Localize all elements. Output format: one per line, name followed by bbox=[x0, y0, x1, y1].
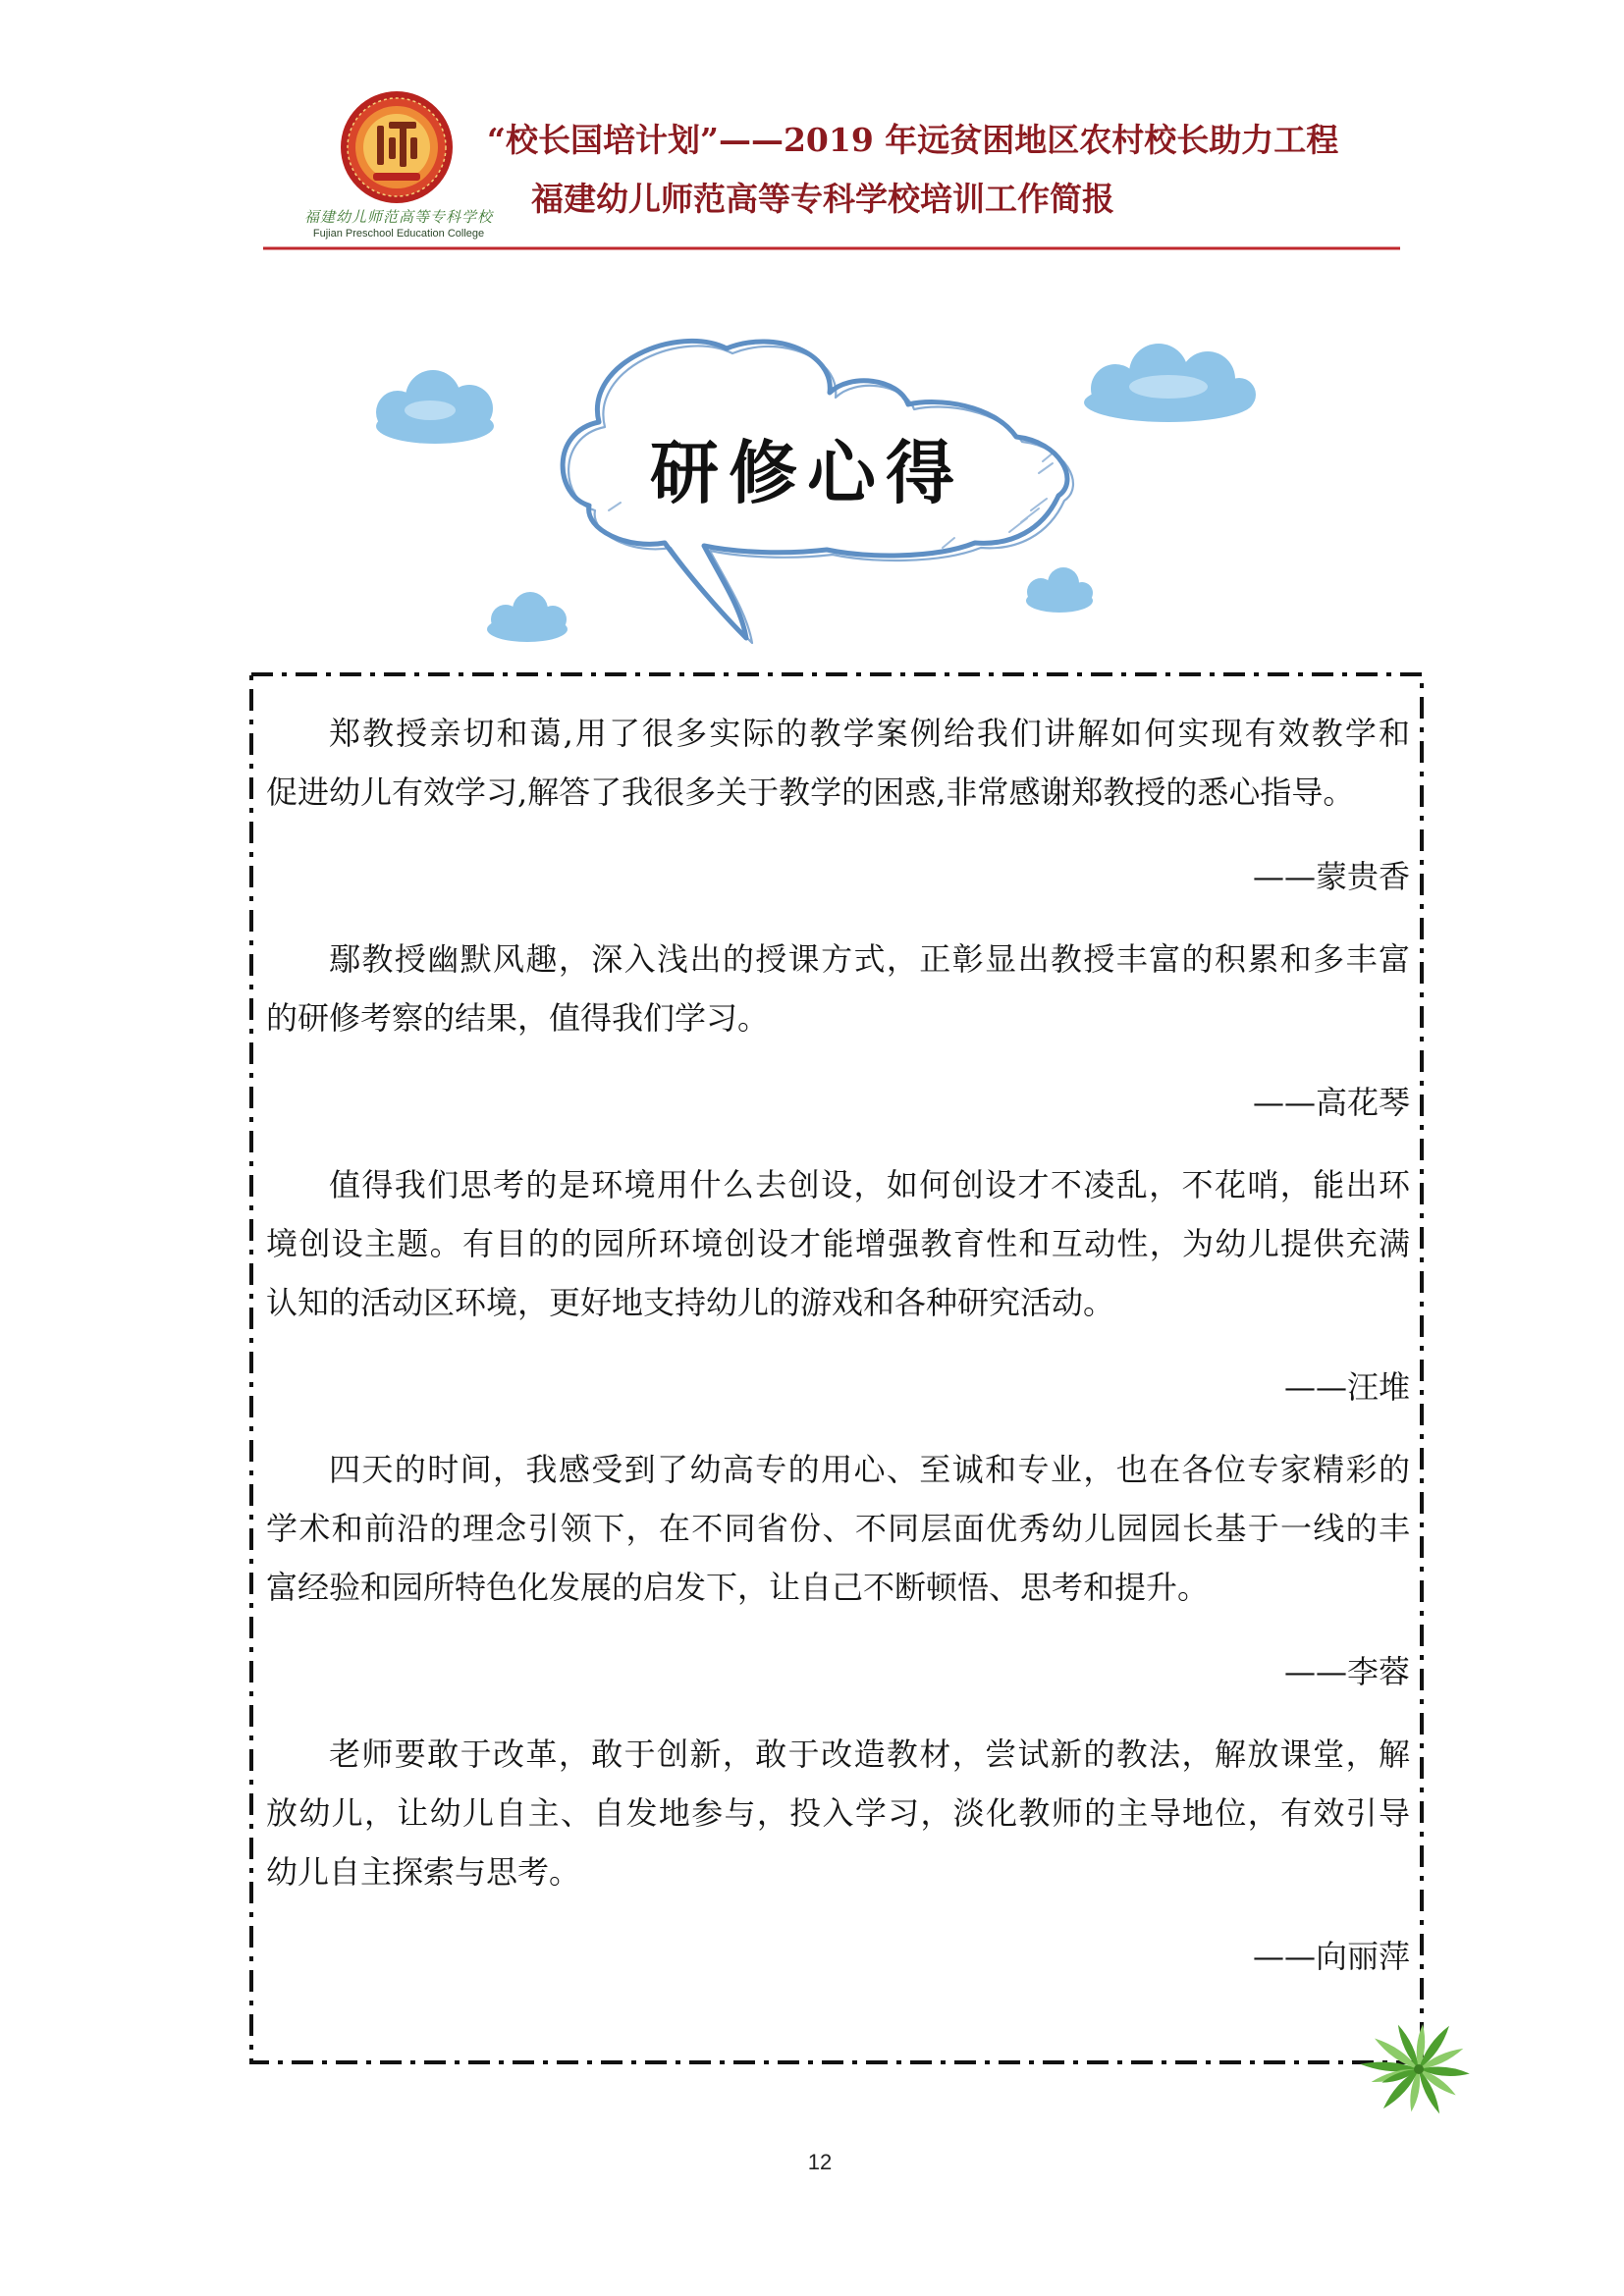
reflection-entry bbox=[266, 1155, 1410, 1416]
paragraph-line: 值得我们思考的是环境用什么去创设，如何创设才不凌乱，不花哨，能出环 bbox=[329, 1166, 1410, 1203]
paragraph-line: 郑教授亲切和蔼,用了很多实际的教学案例给我们讲解如何实现有效教学和 bbox=[329, 715, 1410, 752]
cloud-icon-small-right bbox=[1026, 567, 1093, 613]
author-signature: ——蒙贵香 bbox=[1252, 858, 1410, 895]
paragraph-line: 认知的活动区环境，更好地支持幼儿的游戏和各种研究活动。 bbox=[266, 1284, 1115, 1321]
plant-icon bbox=[1360, 2023, 1470, 2115]
paragraph-line: 鄢教授幽默风趣，深入浅出的授课方式，正彰显出教授丰富的积累和多丰富 bbox=[329, 940, 1410, 978]
cloud-icon-right bbox=[1084, 344, 1256, 422]
author-signature: ——高花琴 bbox=[1252, 1084, 1410, 1121]
paragraph-line: 老师要敢于改革，敢于创新，敢于改造教材，尝试新的教法，解放课堂，解 bbox=[329, 1735, 1410, 1773]
paragraph-line: 放幼儿，让幼儿自主、自发地参与，投入学习，淡化教师的主导地位，有效引导 bbox=[266, 1794, 1410, 1832]
section-title: 研修心得 bbox=[650, 432, 964, 513]
cloud-icon-small-left bbox=[487, 592, 568, 642]
paragraph-line: 富经验和园所特色化发展的启发下，让自己不断顿悟、思考和提升。 bbox=[266, 1569, 1210, 1606]
paragraph-line: 的研修考察的结果，值得我们学习。 bbox=[266, 999, 770, 1037]
school-logo-icon bbox=[341, 91, 453, 203]
header-subtitle: 福建幼儿师范高等专科学校培训工作简报 bbox=[531, 180, 1114, 218]
paragraph-line: 幼儿自主探索与思考。 bbox=[266, 1853, 581, 1891]
paragraph-line: 境创设主题。有目的的园所环境创设才能增强教育性和互动性，为幼儿提供充满 bbox=[266, 1225, 1410, 1262]
logo-calligraphy-text: 福建幼儿师范高等专科学校 bbox=[303, 208, 493, 226]
paragraph-line: 学术和前沿的理念引领下，在不同省份、不同层面优秀幼儿园园长基于一线的丰 bbox=[266, 1510, 1410, 1547]
page-number: 12 bbox=[807, 2150, 833, 2174]
paragraph-line: 四天的时间，我感受到了幼高专的用心、至诚和专业，也在各位专家精彩的 bbox=[329, 1451, 1410, 1488]
reflection-entry bbox=[266, 1725, 1410, 1986]
reflection-entry bbox=[266, 930, 1410, 1132]
paragraph-line: 促进幼儿有效学习,解答了我很多关于教学的困惑,非常感谢郑教授的悉心指导。 bbox=[266, 774, 1355, 811]
reflection-entry bbox=[266, 1440, 1410, 1701]
author-signature: ——李蓉 bbox=[1283, 1653, 1410, 1690]
logo-english-text: Fujian Preschool Education College bbox=[312, 228, 485, 240]
author-signature: ——汪堆 bbox=[1283, 1368, 1410, 1406]
reflection-entry bbox=[266, 704, 1410, 906]
header-title: “校长国培计划”——2019 年远贫困地区农村校长助力工程 bbox=[487, 121, 1339, 159]
reflections-list bbox=[266, 704, 1410, 1986]
cloud-icon-left bbox=[376, 370, 494, 444]
author-signature: ——向丽萍 bbox=[1252, 1938, 1410, 1975]
